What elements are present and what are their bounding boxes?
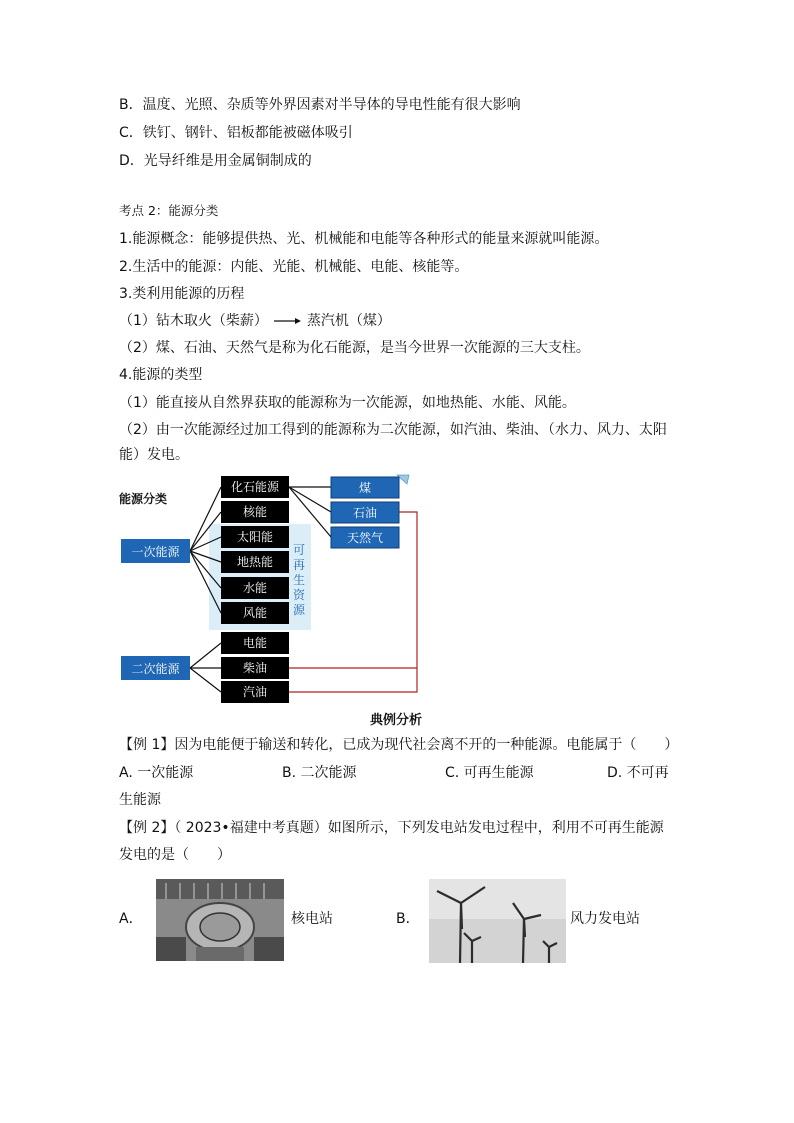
example-2-option-a-label: A． [119, 911, 143, 927]
example-1-option-c: C. 可再生能源 [445, 765, 534, 781]
example-analysis-heading: 典例分析 [370, 713, 423, 728]
svg-text:可: 可 [292, 543, 306, 557]
secondary-item: 电能 [242, 636, 268, 650]
section-title: 考点 2：能源分类 [119, 203, 219, 218]
diagram-title: 能源分类 [119, 492, 168, 506]
secondary-item: 柴油 [242, 661, 268, 675]
example-2-option-a-text: 核电站 [291, 911, 333, 927]
svg-text:资: 资 [292, 588, 306, 602]
secondary-items [221, 632, 289, 703]
primary-item: 太阳能 [236, 530, 274, 544]
fossil-item: 煤 [358, 481, 372, 495]
example-2-option-b-label: B． [396, 911, 420, 927]
secondary-energy-label: 二次能源 [131, 662, 180, 676]
example-1-stem: 【例 1】因为电能便于输送和转化，已成为现代社会离不开的一种能源。电能属于（ ） [119, 737, 679, 753]
history-item-1-end: 蒸汽机（煤） [306, 313, 391, 329]
primary-item: 风能 [242, 606, 268, 620]
primary-item: 地热能 [236, 555, 274, 569]
type-item-1: （1）能直接从自然界获取的能源称为一次能源，如地热能、水能、风能。 [119, 395, 576, 411]
history-item-1-start: （1）钻木取火（柴薪） [119, 313, 268, 329]
primary-item: 核能 [242, 505, 268, 519]
option-d: D．光导纤维是用金属铜制成的 [119, 153, 312, 169]
fossil-items [331, 477, 399, 548]
example-1-option-b: B. 二次能源 [282, 765, 357, 781]
history-item-2: （2）煤、石油、天然气是称为化石能源，是当今世界一次能源的三大支柱。 [119, 340, 590, 356]
fossil-item: 天然气 [346, 531, 384, 545]
energy-classification-diagram [119, 472, 429, 704]
wind-farm-image [429, 879, 566, 963]
example-2-stem-cont: 发电的是（ ） [119, 847, 231, 863]
type-item-2-line2: 能）发电。 [119, 447, 189, 463]
example-1-option-d: D. 不可再 [607, 765, 669, 781]
nuclear-plant-image [156, 879, 284, 961]
energy-in-life: 2.生活中的能源：内能、光能、机械能、电能、核能等。 [119, 259, 469, 275]
example-1-option-a: A. 一次能源 [119, 765, 194, 781]
svg-text:生: 生 [292, 573, 306, 587]
energy-concept: 1.能源概念：能够提供热、光、机械能和电能等各种形式的能量来源就叫能源。 [119, 231, 609, 247]
option-b: B．温度、光照、杂质等外界因素对半导体的导电性能有很大影响 [119, 97, 521, 113]
svg-text:再: 再 [292, 558, 306, 572]
fossil-item: 石油 [352, 506, 378, 520]
primary-item: 水能 [242, 581, 268, 595]
history-item-1 [119, 311, 391, 331]
renewable-label [293, 543, 306, 617]
primary-item: 化石能源 [230, 480, 280, 494]
type-item-2-line1: （2）由一次能源经过加工得到的能源称为二次能源，如汽油、柴油、（水力、风力、太阳 [119, 422, 667, 438]
example-2-option-b-text: 风力发电站 [570, 911, 640, 927]
energy-types: 4.能源的类型 [119, 367, 203, 383]
energy-history: 3.类利用能源的历程 [119, 286, 245, 302]
primary-energy-label: 一次能源 [131, 545, 180, 559]
example-2-stem: 【例 2】（ 2023•福建中考真题）如图所示，下列发电站发电过程中，利用不可再生能源 [119, 820, 664, 836]
svg-text:源: 源 [292, 603, 306, 617]
arrow-icon [272, 316, 302, 326]
example-1-option-d-cont: 生能源 [119, 792, 161, 808]
secondary-item: 汽油 [242, 685, 268, 699]
option-c: C．铁钉、钢针、铝板都能被磁体吸引 [119, 125, 353, 141]
